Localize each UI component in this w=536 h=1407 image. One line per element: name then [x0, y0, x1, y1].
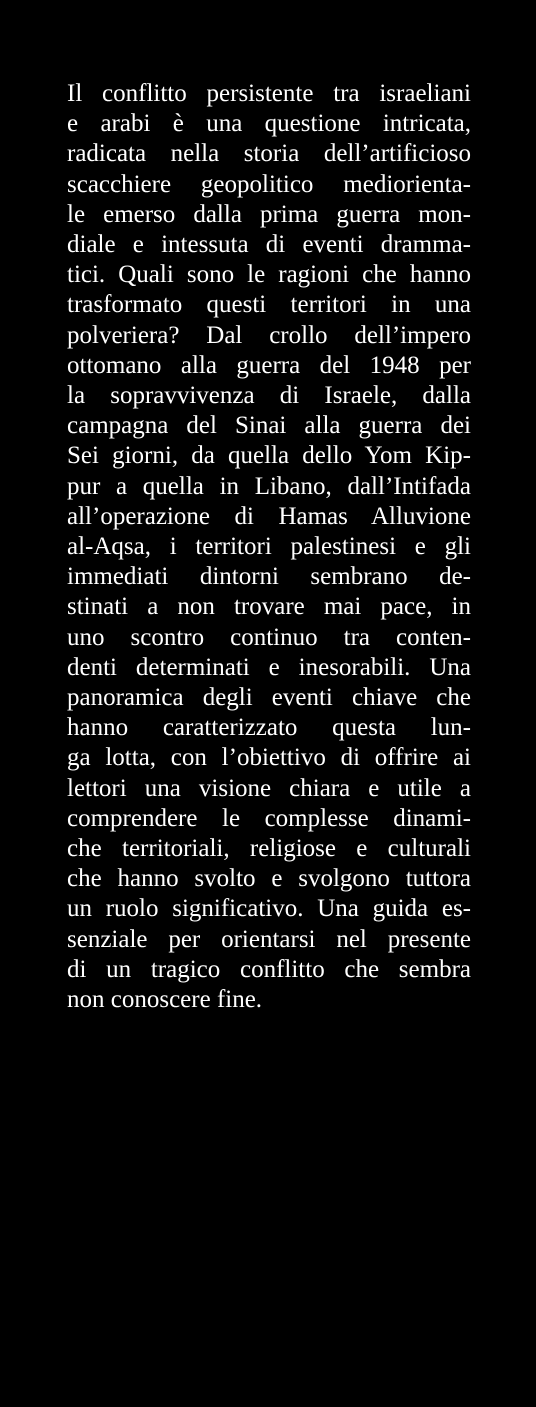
blurb-line: le emerso dalla prima guerra mon- — [67, 200, 471, 228]
blurb-line: stinati a non trovare mai pace, in — [67, 593, 471, 621]
blurb-line: tici. Quali sono le ragioni che hanno — [67, 261, 471, 289]
blurb-line: campagna del Sinai alla guerra dei — [67, 412, 471, 440]
blurb-line: all’operazione di Hamas Alluvione — [67, 502, 471, 530]
blurb-line: trasformato questi territori in una — [67, 291, 471, 319]
blurb-line: che hanno svolto e svolgono tuttora — [67, 865, 471, 893]
blurb-line: Il conflitto persistente tra israeliani — [67, 80, 471, 107]
blurb-line: che territoriali, religiose e culturali — [67, 835, 471, 863]
blurb-line: immediati dintorni sembrano de- — [67, 563, 471, 591]
blurb-line: lettori una visione chiara e utile a — [67, 774, 471, 802]
blurb-line: scacchiere geopolitico mediorienta- — [67, 170, 471, 198]
blurb-line: polveriera? Dal crollo dell’impero — [67, 321, 471, 349]
blurb-line: al-Aqsa, i territori palestinesi e gli — [67, 533, 471, 561]
blurb-line: non conoscere fine. — [67, 986, 263, 1014]
back-cover-blurb — [67, 79, 471, 1015]
blurb-line: panoramica degli eventi chiave che — [67, 684, 471, 712]
blurb-line: ottomano alla guerra del 1948 per — [67, 351, 471, 379]
blurb-line: denti determinati e inesorabili. Una — [67, 653, 471, 681]
blurb-line: un ruolo significativo. Una guida es- — [67, 895, 471, 923]
blurb-line: comprendere le complesse dinami- — [67, 804, 471, 832]
blurb-line: senziale per orientarsi nel presente — [67, 925, 471, 953]
blurb-line: Sei giorni, da quella dello Yom Kip- — [67, 442, 471, 470]
blurb-line: diale e intessuta di eventi dramma- — [67, 231, 471, 259]
blurb-line: di un tragico conflitto che sembra — [67, 955, 471, 983]
blurb-line: ga lotta, con l’obiettivo di offrire ai — [67, 744, 471, 772]
blurb-line: la sopravvivenza di Israele, dalla — [67, 382, 471, 410]
blurb-line: pur a quella in Libano, dall’Intifada — [67, 472, 471, 500]
blurb-line: uno scontro continuo tra conten- — [67, 623, 471, 651]
blurb-line: radicata nella storia dell’artificioso — [67, 140, 471, 168]
blurb-line: hanno caratterizzato questa lun- — [67, 714, 471, 742]
blurb-line: e arabi è una questione intricata, — [67, 110, 471, 138]
